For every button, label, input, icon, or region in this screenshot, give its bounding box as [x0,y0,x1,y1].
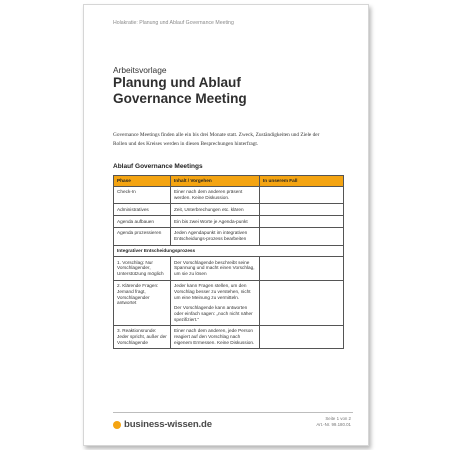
title-line-1: Planung und Ablauf [113,75,241,90]
section-label: Integrativer Entscheidungsprozess [114,245,344,257]
phase-cell: 2. Klärende Fragen: Jemand fragt, Vorschlagender antwortet [114,280,171,325]
content-paragraph: Einer nach dem anderen präsent werden. Keine Diskussion. [174,189,243,200]
table-caption: Ablauf Governance Meetings [113,163,203,170]
table-row [114,186,344,204]
table-row [114,325,344,348]
document-type: Arbeitsvorlage [113,65,167,75]
logo-text: business-wissen.de [124,419,212,430]
table-row [114,280,344,325]
header-phase: Phase [114,176,171,187]
phase-cell: 1. Vorschlag: Nur Vorschlagender, Unterstützung möglich [114,257,171,280]
table-row [114,204,344,216]
content-paragraph: Jeden Agendapunkt im integrativen Entscheidungs-prozess bearbeiten [174,230,248,242]
document-page [83,4,369,446]
our-case-cell [260,227,344,245]
governance-table [113,175,344,349]
logo-dot-icon [113,421,121,429]
page-number: Seite 1 von 2 [325,416,351,421]
our-case-cell [260,186,344,204]
page-info [316,416,351,428]
content-paragraph: Der Vorschlagende beschreibt seine Spannung und macht einen Vorschlag, um sie zu lösen [174,259,255,277]
content-paragraph: Zeit, Unterbrechungen etc. klären [174,206,244,212]
content-cell [171,325,260,348]
header-content: Inhalt / Vorgehen [171,176,260,187]
content-paragraph: Ein bis zwei Worte je Agenda-punkt [174,218,248,224]
title-line-2: Governance Meeting [113,90,247,106]
table-row [114,257,344,280]
intro-paragraph: Governance Meetings finden alle ein bis drei Monate statt. Zweck, Zuständigkeiten und Ziele der Rollen und des Kreises werden in diesen Besprechungen hinterfragt. [113,132,320,147]
phase-cell: 3. Reaktionsrunde: Jeder spricht, außer der Vorschlagende [114,325,171,348]
content-cell [171,227,260,245]
business-wissen-logo [113,419,212,430]
phase-cell: Administratives [114,204,171,216]
content-paragraph: Jeder kann Fragen stellen, um den Vorschlag besser zu verstehen, nicht um eine Meinung zu vermitteln. [174,283,251,300]
header-our-case: In unserem Fall [260,176,344,187]
table-row [114,216,344,228]
content-paragraph: Einer nach dem anderen, jede Person reagiert auf den Vorschlag nach eigenem Ermessen. Keine Diskussion. [174,328,255,345]
phase-cell: Agenda aufbauen [114,216,171,228]
article-number: Art.-Nr. 99.180.01 [316,422,351,427]
content-cell [171,257,260,280]
phase-cell: Check-In [114,186,171,204]
our-case-cell [260,280,344,325]
section-row [114,245,344,257]
content-cell [171,280,260,325]
table-header-row [114,176,344,187]
table-body [114,186,344,349]
footer-divider [113,412,353,413]
table-row [114,227,344,245]
phase-cell: Agenda prozessieren [114,227,171,245]
content-cell [171,186,260,204]
content-cell [171,204,260,216]
content-paragraph: Der Vorschlagende kann antworten oder einfach sagen: „noch nicht näher spezifiziert.“ [174,304,253,322]
our-case-cell [260,216,344,228]
content-cell [171,216,260,228]
running-header: Holakratie: Planung und Ablauf Governance Meeting [113,20,234,26]
our-case-cell [260,325,344,348]
document-title [113,75,353,106]
our-case-cell [260,204,344,216]
our-case-cell [260,257,344,280]
